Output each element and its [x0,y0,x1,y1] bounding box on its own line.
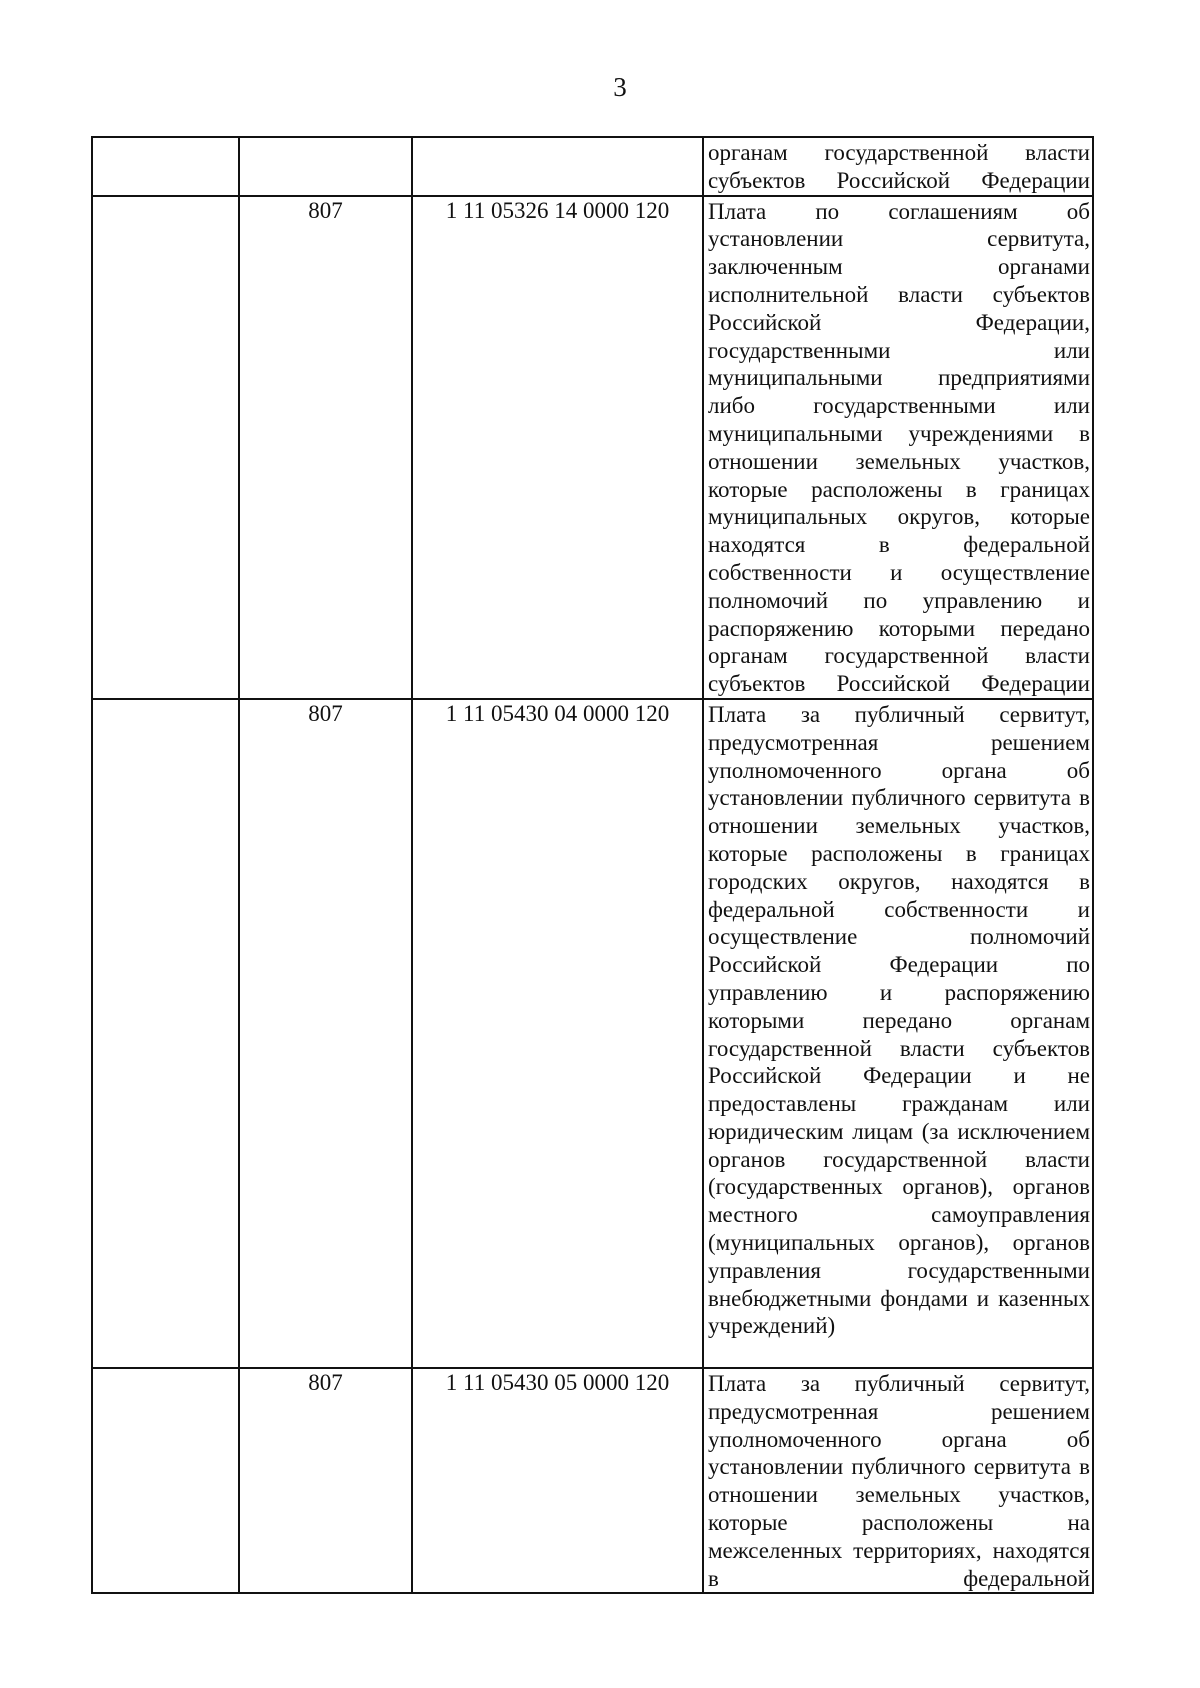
table-row [92,137,1093,196]
cell-kbk-code: 1 11 05430 05 0000 120 [412,1368,703,1593]
cell-kbk-code [412,137,703,196]
cell-description [703,1368,1093,1593]
cell-col1 [92,196,239,699]
cell-admin-code: 807 [239,1368,412,1593]
revenue-codes-table [91,136,1094,1594]
table-row [92,699,1093,1368]
table-row [92,196,1093,699]
cell-description [703,137,1093,196]
page-number: 3 [613,72,627,102]
cell-description [703,699,1093,1368]
table-row [92,1368,1093,1593]
description-text: Плата за публичный сервитут, предусмотренная решением уполномоченного органа об установлении публичного сервитута в отношении земельных участков, которые расположены на межселенных территориях, находятся в федеральной [708,1370,1090,1591]
cell-description [703,196,1093,699]
cell-kbk-code: 1 11 05326 14 0000 120 [412,196,703,699]
description-text: органам государственной власти субъектов Российской Федерации [708,140,1090,193]
cell-admin-code: 807 [239,196,412,699]
cell-col1 [92,137,239,196]
cell-kbk-code: 1 11 05430 04 0000 120 [412,699,703,1368]
cell-admin-code: 807 [239,699,412,1368]
cell-admin-code [239,137,412,196]
description-text: Плата за публичный сервитут, предусмотренная решением уполномоченного органа об установлении публичного сервитута в отношении земельных участков, которые расположены в границах городских округов, находятся в федеральной собственности и осуществление полномочий Российской Федерации по управлению и распоряжению которыми передано органам государственной власти субъектов Российской Федерации и не предоставлены гражданам или юридическим лицам (за исключением органов государственной власти (государственных органов), органов местного самоуправления (муниципальных органов), органов управления государственными внебюджетными фондами и казенных учреждений) [708,701,1090,1339]
description-text: Плата по соглашениям об установлении сервитута, заключенным органами исполнительной власти субъектов Российской Федерации, государственными или муниципальными предприятиями либо государственными или муниципальными учреждениями в отношении земельных участков, которые расположены в границах муниципальных округов, которые находятся в федеральной собственности и осуществление полномочий по управлению и распоряжению которыми передано органам государственной власти субъектов Российской Федерации [708,198,1090,697]
cell-col1 [92,1368,239,1593]
cell-col1 [92,699,239,1368]
